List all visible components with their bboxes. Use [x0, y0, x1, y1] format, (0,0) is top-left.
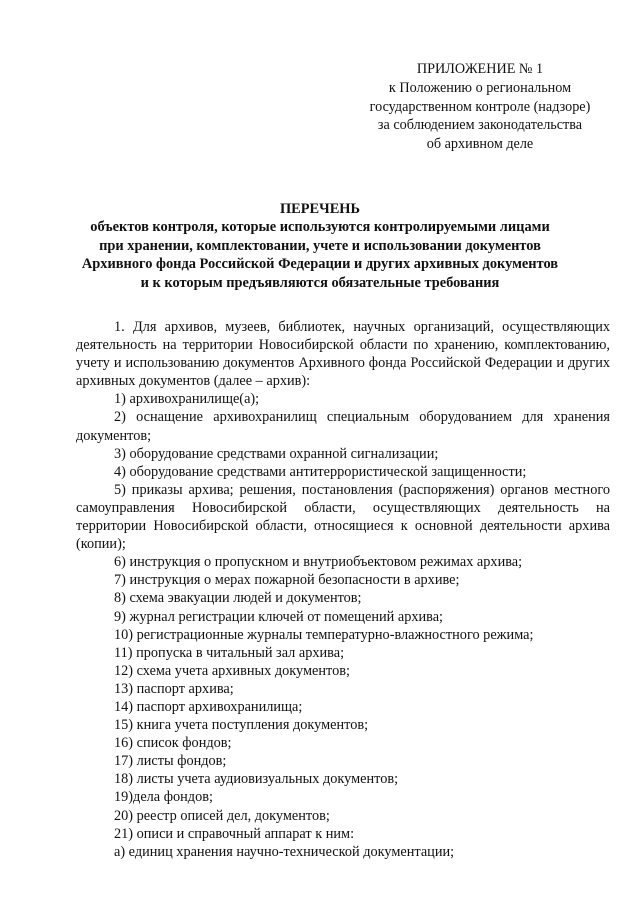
title-line: объектов контроля, которые используются контролируемыми лицами [90, 219, 550, 236]
list-item: 19)дела фондов; [114, 789, 213, 806]
list-item: 13) паспорт архива; [114, 680, 234, 697]
title-line: при хранении, комплектовании, учете и использовании документов [99, 237, 541, 254]
appendix-line: к Положению о региональном [388, 79, 572, 96]
list-item: 2) оснащение архивохранилищ специальным оборудованием для хранения документов; [76, 409, 610, 444]
list-item: 14) паспорт архивохранилища; [114, 698, 303, 715]
intro-paragraph: 1. Для архивов, музеев, библиотек, научных организаций, осуществляющих деятельность на территории Новосибирской области по хранению, комплектованию, учету и использованию документов Архивного фонда Российской Федерации и других архивных документов (далее – архив): [76, 319, 610, 390]
appendix-number: ПРИЛОЖЕНИЕ № 1 [416, 61, 544, 77]
appendix-header [340, 60, 620, 154]
document-title [40, 200, 600, 292]
list-item: 20) реестр описей дел, документов; [114, 807, 330, 824]
list-item: 9) журнал регистрации ключей от помещений архива; [114, 608, 444, 625]
list-item: 4) оборудование средствами антитеррористической защищенности; [114, 463, 527, 480]
list-item: 6) инструкция о пропускном и внутриобъектовом режимах архива; [114, 554, 523, 571]
list-item: 17) листы фондов; [114, 753, 227, 770]
list-item: 21) описи и справочный аппарат к ним: [114, 825, 355, 842]
list-item: 10) регистрационные журналы температурно-влажностного режима; [114, 626, 534, 643]
objects-list [76, 390, 610, 860]
list-item: 1) архивохранилище(а); [114, 391, 260, 408]
list-item: 7) инструкция о мерах пожарной безопасности в архиве; [114, 572, 460, 589]
list-item: 15) книга учета поступления документов; [114, 717, 369, 734]
appendix-line: государственном контроле (надзоре) [369, 98, 591, 115]
list-item: 3) оборудование средствами охранной сигнализации; [114, 445, 439, 462]
title-heading: ПЕРЕЧЕНЬ [279, 201, 361, 217]
list-item: 5) приказы архива; решения, постановления (распоряжения) органов местного самоуправления Новосибирской области, осуществляющих деятельность на территории Новосибирской области, относящиеся к основной деятельности архива (копии); [76, 481, 610, 553]
list-item: а) единиц хранения научно-технической документации; [114, 843, 455, 860]
list-item: 12) схема учета архивных документов; [114, 662, 350, 679]
appendix-line: об архивном деле [426, 136, 534, 153]
title-line: Архивного фонда Российской Федерации и других архивных документов [81, 256, 559, 273]
document-body [76, 318, 610, 861]
list-item: 16) список фондов; [114, 735, 232, 752]
appendix-line: за соблюдением законодательства [377, 117, 583, 134]
list-item: 18) листы учета аудиовизуальных документов; [114, 771, 399, 788]
title-line: и к которым предъявляются обязательные требования [140, 274, 500, 291]
list-item: 11) пропуска в читальный зал архива; [114, 644, 345, 661]
list-item: 8) схема эвакуации людей и документов; [114, 590, 362, 607]
